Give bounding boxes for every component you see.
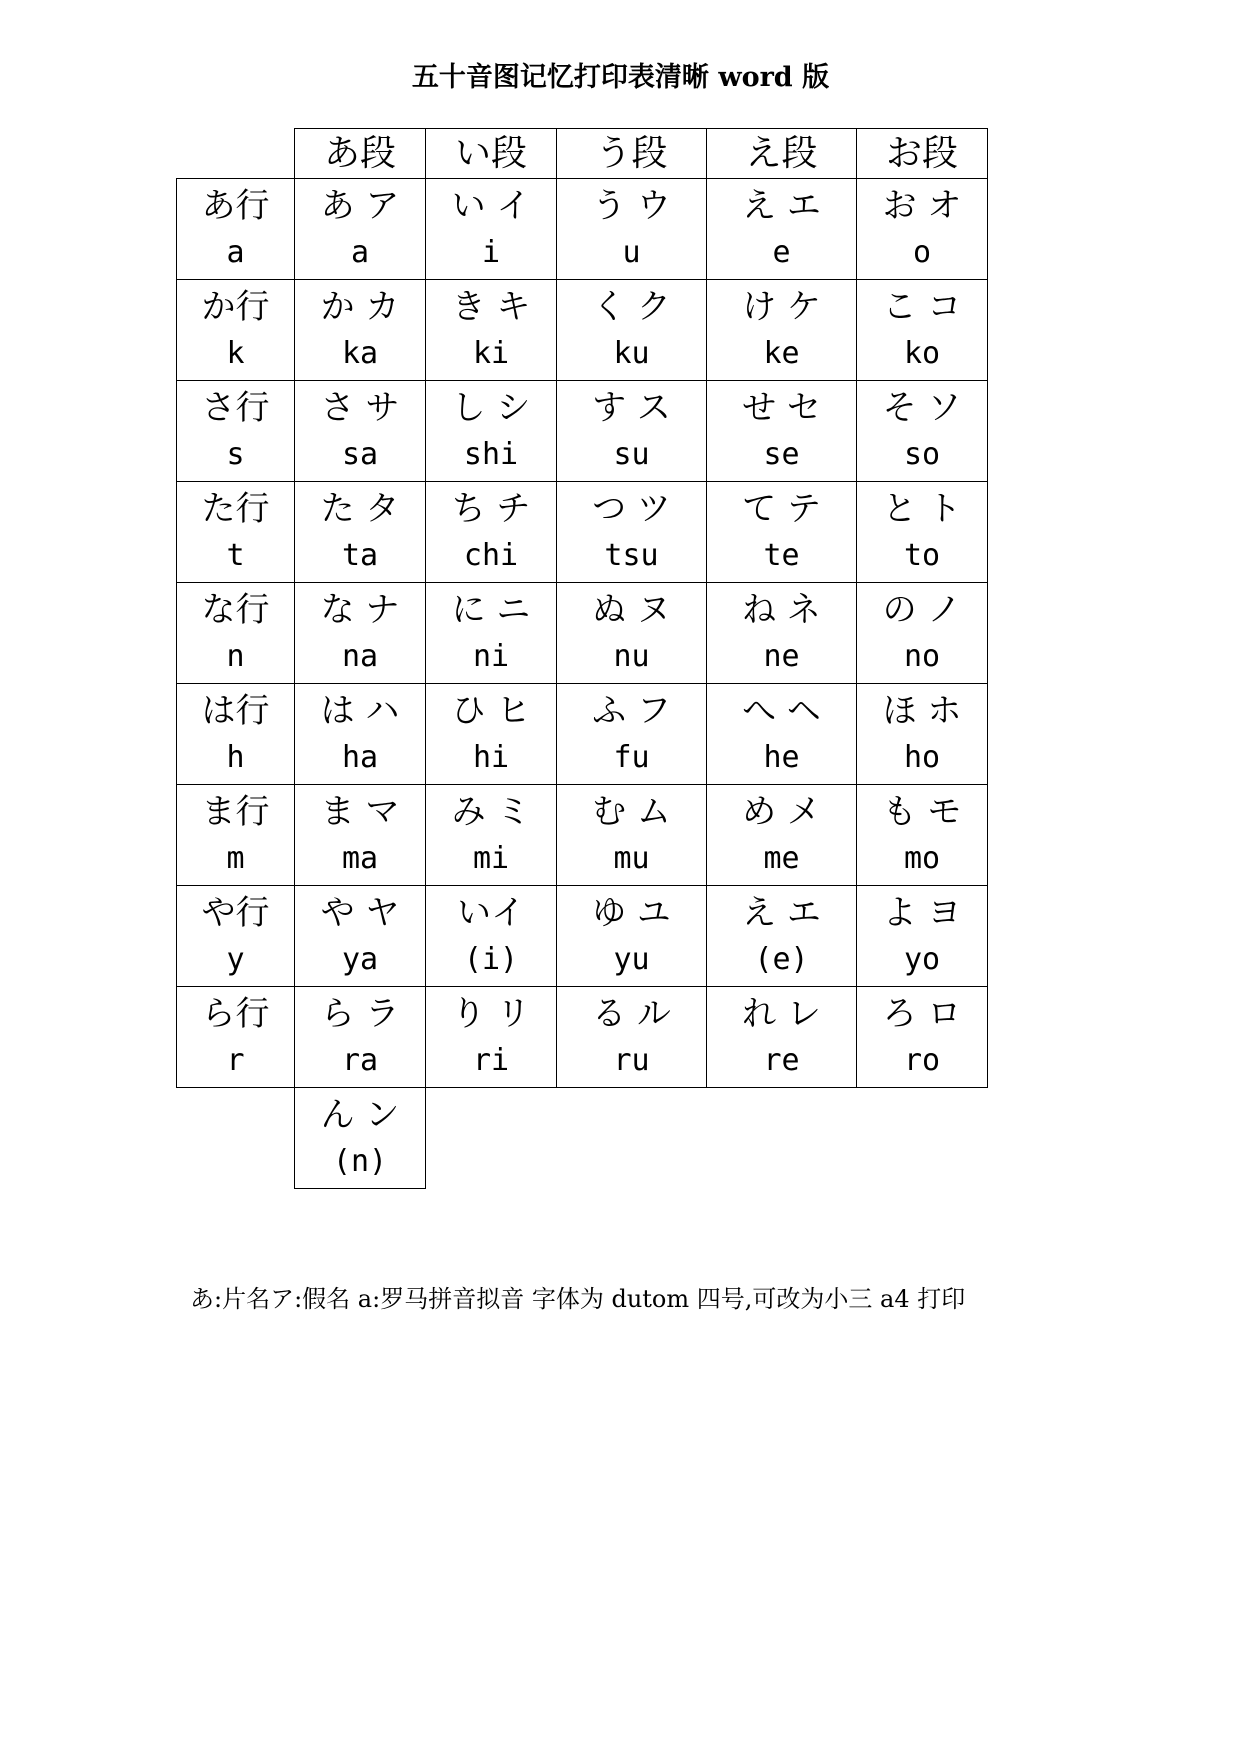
kana-cell bbox=[295, 785, 426, 886]
kana-cell bbox=[857, 583, 988, 684]
kana-cell bbox=[857, 280, 988, 381]
kana-cell bbox=[557, 280, 707, 381]
romaji-text: a bbox=[350, 235, 370, 270]
romaji-text: o bbox=[912, 235, 932, 270]
page-title: 五十音图记忆打印表清晰 word 版 bbox=[411, 62, 830, 93]
romaji-text: re bbox=[763, 1043, 800, 1078]
romaji-text: ma bbox=[341, 841, 379, 876]
kana-cell bbox=[295, 583, 426, 684]
kana-cell bbox=[707, 482, 857, 583]
table-body bbox=[177, 179, 988, 1088]
romaji-text: ne bbox=[763, 639, 800, 674]
romaji-text: ri bbox=[472, 1043, 510, 1078]
column-header: お段 bbox=[857, 129, 988, 179]
romaji-text: shi bbox=[463, 437, 519, 472]
row-header-cell bbox=[177, 381, 295, 482]
kana-cell bbox=[857, 179, 988, 280]
kana-cell bbox=[557, 785, 707, 886]
romaji-text: fu bbox=[613, 740, 650, 775]
column-header: い段 bbox=[426, 129, 557, 179]
row-label: ま行 bbox=[201, 792, 270, 832]
romaji-text: te bbox=[763, 538, 800, 573]
kana-cell bbox=[857, 381, 988, 482]
blank-cell bbox=[557, 1088, 707, 1189]
column-header: え段 bbox=[707, 129, 857, 179]
table-row bbox=[177, 886, 988, 987]
kana-text: く ク bbox=[592, 287, 671, 327]
row-header-cell bbox=[177, 280, 295, 381]
kana-text: え エ bbox=[742, 186, 821, 226]
row-label: ら行 bbox=[201, 994, 270, 1034]
romaji-text: tsu bbox=[604, 538, 659, 573]
romaji-text: na bbox=[341, 639, 379, 674]
table-row bbox=[177, 684, 988, 785]
kana-cell bbox=[426, 684, 557, 785]
kana-cell bbox=[707, 179, 857, 280]
column-header: う段 bbox=[557, 129, 707, 179]
row-label-romaji: h bbox=[226, 740, 245, 775]
row-label: な行 bbox=[201, 590, 270, 630]
kana-cell bbox=[426, 179, 557, 280]
kana-text: せ セ bbox=[742, 388, 821, 428]
blank-cell bbox=[857, 1088, 988, 1189]
row-label: か行 bbox=[201, 287, 270, 327]
kana-text: め メ bbox=[742, 792, 821, 832]
row-label: は行 bbox=[201, 691, 270, 731]
kana-text: み ミ bbox=[451, 792, 531, 832]
kana-text: ぬ ヌ bbox=[592, 590, 671, 630]
row-label: や行 bbox=[201, 893, 270, 933]
romaji-text: mu bbox=[613, 841, 650, 876]
row-header-cell bbox=[177, 583, 295, 684]
kana-text: も モ bbox=[882, 792, 962, 832]
kana-cell bbox=[557, 583, 707, 684]
kana-cell bbox=[295, 987, 426, 1088]
romaji-text: su bbox=[613, 437, 650, 472]
kana-text: ふ フ bbox=[592, 691, 671, 731]
kana-text: む ム bbox=[592, 792, 671, 832]
romaji-text: yu bbox=[613, 942, 650, 977]
kana-cell bbox=[707, 684, 857, 785]
table-row bbox=[177, 280, 988, 381]
kana-text: い イ bbox=[451, 186, 531, 226]
romaji-text: ke bbox=[763, 336, 800, 371]
romaji-text: so bbox=[903, 437, 941, 472]
kana-text: さ サ bbox=[320, 388, 400, 428]
romaji-text: no bbox=[903, 639, 941, 674]
kana-text: ゆ ユ bbox=[592, 893, 671, 933]
kana-text: な ナ bbox=[320, 590, 400, 630]
row-label-romaji: n bbox=[226, 639, 245, 674]
romaji-text: ni bbox=[472, 639, 510, 674]
romaji-text: mi bbox=[472, 841, 510, 876]
table-row-extra bbox=[177, 1088, 988, 1189]
romaji-text: se bbox=[763, 437, 800, 472]
table-row bbox=[177, 583, 988, 684]
kana-text: に ニ bbox=[451, 590, 531, 630]
romaji-text: nu bbox=[613, 639, 650, 674]
kana-text: れ レ bbox=[742, 994, 821, 1034]
kana-text: ろ ロ bbox=[882, 994, 962, 1034]
kana-text: ち チ bbox=[451, 489, 531, 529]
kana-text: いイ bbox=[457, 893, 525, 933]
kana-cell bbox=[426, 886, 557, 987]
row-label: あ行 bbox=[201, 186, 270, 226]
kana-text: り リ bbox=[451, 994, 531, 1034]
romaji-text: ru bbox=[613, 1043, 650, 1078]
kana-cell bbox=[857, 482, 988, 583]
row-header-cell bbox=[177, 482, 295, 583]
romaji-text: me bbox=[763, 841, 800, 876]
kana-cell bbox=[857, 987, 988, 1088]
kana-cell bbox=[557, 886, 707, 987]
kana-cell bbox=[857, 684, 988, 785]
kana-text: よ ヨ bbox=[882, 893, 962, 933]
row-label-romaji: m bbox=[226, 841, 245, 876]
kana-cell bbox=[707, 381, 857, 482]
kana-cell bbox=[557, 381, 707, 482]
romaji-text: yo bbox=[903, 942, 941, 977]
blank-cell bbox=[426, 1088, 557, 1189]
row-label-romaji: s bbox=[226, 437, 245, 472]
romaji-text: ku bbox=[613, 336, 650, 371]
kana-cell bbox=[857, 886, 988, 987]
row-header-cell bbox=[177, 987, 295, 1088]
kana-text: ほ ホ bbox=[882, 691, 962, 731]
column-header: あ段 bbox=[295, 129, 426, 179]
blank-cell bbox=[707, 1088, 857, 1189]
kana-cell bbox=[295, 381, 426, 482]
kana-text: つ ツ bbox=[592, 489, 671, 529]
kana-cell bbox=[557, 684, 707, 785]
blank-cell bbox=[177, 1088, 295, 1189]
row-label-romaji: a bbox=[226, 235, 245, 270]
table-row bbox=[177, 785, 988, 886]
kana-cell bbox=[557, 987, 707, 1088]
kana-text: あ ア bbox=[320, 186, 400, 226]
table-header-row bbox=[177, 129, 988, 179]
row-label-romaji: k bbox=[226, 336, 245, 371]
romaji-text: mo bbox=[903, 841, 941, 876]
kana-cell bbox=[707, 785, 857, 886]
kana-cell bbox=[295, 684, 426, 785]
kana-text: る ル bbox=[592, 994, 671, 1034]
romaji-text: ho bbox=[903, 740, 941, 775]
kana-text: や ヤ bbox=[320, 893, 400, 933]
kana-text: ん ン bbox=[320, 1095, 400, 1135]
kana-cell bbox=[426, 583, 557, 684]
kana-text: ら ラ bbox=[320, 994, 400, 1034]
row-header-cell bbox=[177, 684, 295, 785]
row-header-cell bbox=[177, 886, 295, 987]
romaji-text: u bbox=[622, 235, 641, 270]
kana-text: う ウ bbox=[592, 186, 671, 226]
row-label-romaji: t bbox=[226, 538, 245, 573]
romaji-text: ya bbox=[341, 942, 379, 977]
romaji-text: i bbox=[481, 235, 501, 270]
kana-text: き キ bbox=[451, 287, 531, 327]
row-label-romaji: y bbox=[226, 942, 245, 977]
romaji-text: (e) bbox=[754, 942, 809, 977]
romaji-text: ra bbox=[341, 1043, 379, 1078]
table-row bbox=[177, 381, 988, 482]
kana-text: へ ヘ bbox=[742, 691, 821, 731]
romaji-text: (n) bbox=[332, 1144, 388, 1179]
kana-text: そ ソ bbox=[882, 388, 962, 428]
romaji-text: ko bbox=[903, 336, 941, 371]
kana-cell-n bbox=[295, 1088, 426, 1189]
romaji-text: ta bbox=[341, 538, 379, 573]
kana-text: の ノ bbox=[882, 590, 962, 630]
kana-cell bbox=[295, 280, 426, 381]
kana-text: お オ bbox=[882, 186, 962, 226]
kana-cell bbox=[557, 179, 707, 280]
kana-cell bbox=[295, 886, 426, 987]
kana-table bbox=[176, 128, 988, 1189]
row-label: た行 bbox=[201, 489, 270, 529]
kana-text: は ハ bbox=[320, 691, 400, 731]
kana-text: た タ bbox=[320, 489, 400, 529]
row-label-romaji: r bbox=[226, 1043, 245, 1078]
row-header-cell bbox=[177, 785, 295, 886]
table-row bbox=[177, 987, 988, 1088]
table-row bbox=[177, 482, 988, 583]
romaji-text: chi bbox=[463, 538, 519, 573]
kana-cell bbox=[707, 583, 857, 684]
kana-cell bbox=[426, 482, 557, 583]
kana-text: こ コ bbox=[882, 287, 962, 327]
kana-text: ひ ヒ bbox=[451, 691, 531, 731]
kana-text: て テ bbox=[742, 489, 821, 529]
kana-text: ね ネ bbox=[742, 590, 821, 630]
romaji-text: sa bbox=[341, 437, 379, 472]
kana-cell bbox=[295, 482, 426, 583]
row-label: さ行 bbox=[201, 388, 270, 428]
footnote: あ:片名ア:假名 a:罗马拼音拟音 字体为 dutom 四号,可改为小三 a4 打印 bbox=[190, 1285, 966, 1313]
romaji-text: (i) bbox=[463, 942, 519, 977]
kana-cell bbox=[707, 987, 857, 1088]
kana-cell bbox=[426, 785, 557, 886]
corner-blank-cell bbox=[177, 129, 295, 179]
romaji-text: e bbox=[772, 235, 791, 270]
kana-text: ま マ bbox=[320, 792, 400, 832]
row-header-cell bbox=[177, 179, 295, 280]
kana-cell bbox=[295, 179, 426, 280]
kana-cell bbox=[857, 785, 988, 886]
romaji-text: ha bbox=[341, 740, 379, 775]
romaji-text: ro bbox=[903, 1043, 941, 1078]
kana-text: け ケ bbox=[742, 287, 821, 327]
kana-text: す ス bbox=[592, 388, 671, 428]
romaji-text: he bbox=[763, 740, 800, 775]
romaji-text: hi bbox=[472, 740, 510, 775]
romaji-text: ki bbox=[472, 336, 510, 371]
kana-text: と ト bbox=[882, 489, 962, 529]
kana-cell bbox=[426, 987, 557, 1088]
kana-text: し シ bbox=[451, 388, 531, 428]
kana-text: え エ bbox=[742, 893, 821, 933]
kana-cell bbox=[426, 280, 557, 381]
romaji-text: ka bbox=[341, 336, 379, 371]
kana-text: か カ bbox=[320, 287, 400, 327]
kana-cell bbox=[707, 280, 857, 381]
kana-cell bbox=[557, 482, 707, 583]
romaji-text: to bbox=[903, 538, 941, 573]
kana-cell bbox=[426, 381, 557, 482]
kana-cell bbox=[707, 886, 857, 987]
table-row bbox=[177, 179, 988, 280]
